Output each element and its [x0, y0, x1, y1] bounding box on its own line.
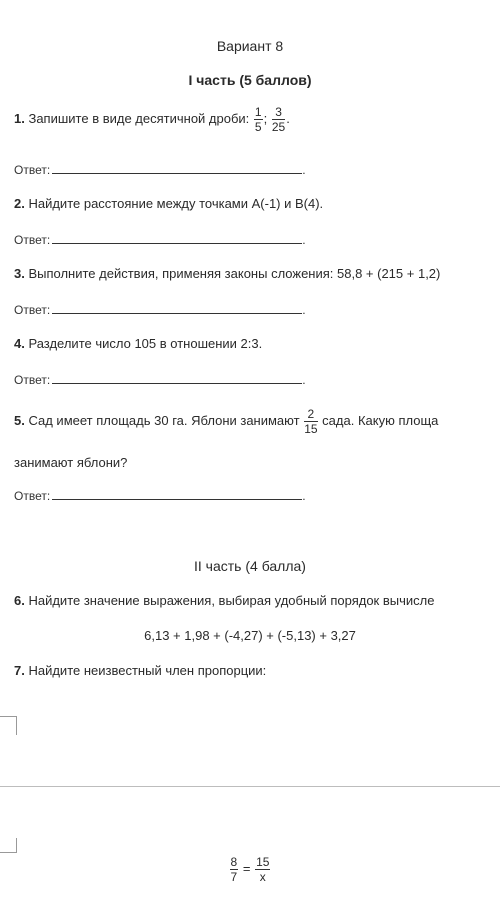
question-7: 7. Найдите неизвестный член пропорции: [14, 663, 267, 678]
answer-1: Ответ: . [14, 163, 306, 177]
question-text: Запишите в виде десятичной дроби: [28, 110, 253, 126]
proportion: $\frac{8}{7}$ = $\frac{15}{x}$ [230, 855, 270, 884]
fraction-15-x: $\frac{15}{x}$ [256, 855, 270, 884]
fraction-8-7: $\frac{8}{7}$ [230, 855, 238, 884]
answer-3: Ответ: . [14, 303, 306, 317]
question-4: 4. Разделите число 105 в отношении 2:3. [14, 336, 263, 351]
question-5-cont: занимают яблони? [14, 455, 128, 470]
question-5: 5. Сад имеет площадь 30 га. Яблони занимают $\frac{2}{15}$ сада. Какую площа [14, 407, 439, 436]
question-3: 3. Выполните действия, применяя законы сложения: 58,8 + (215 + 1,2) [14, 266, 441, 281]
expression: 6,13 + 1,98 + (-4,27) + (-5,13) + 3,27 [144, 628, 356, 643]
fraction-1-5: $\frac{1}{5}$ [254, 105, 262, 134]
fraction-3-25: $\frac{3}{25}$ [271, 105, 286, 134]
answer-4: Ответ: . [14, 373, 306, 387]
variant-title: Вариант 8 [216, 38, 284, 54]
page-corner-top [0, 716, 17, 735]
question-6: 6. Найдите значение выражения, выбирая удобный порядок вычисле [14, 593, 435, 608]
page-corner-bottom [0, 838, 17, 853]
part1-title: I часть (5 баллов) [188, 72, 312, 88]
answer-line[interactable] [52, 373, 302, 384]
question-2: 2. Найдите расстояние между точками А(-1) и В(4). [14, 196, 324, 211]
answer-line[interactable] [52, 233, 302, 244]
answer-5: Ответ: . [14, 489, 306, 503]
page-separator [0, 786, 500, 787]
question-1: 1. Запишите в виде десятичной дроби: $\frac{1}{5}$ ; $\frac{3}{25}$ . [14, 105, 290, 134]
answer-line[interactable] [52, 163, 302, 174]
answer-2: Ответ: . [14, 233, 306, 247]
question-number: 1. [14, 110, 25, 126]
fraction-2-15: $\frac{2}{15}$ [304, 407, 318, 436]
answer-line[interactable] [52, 489, 302, 500]
part2-title: II часть (4 балла) [194, 558, 306, 574]
answer-line[interactable] [52, 303, 302, 314]
